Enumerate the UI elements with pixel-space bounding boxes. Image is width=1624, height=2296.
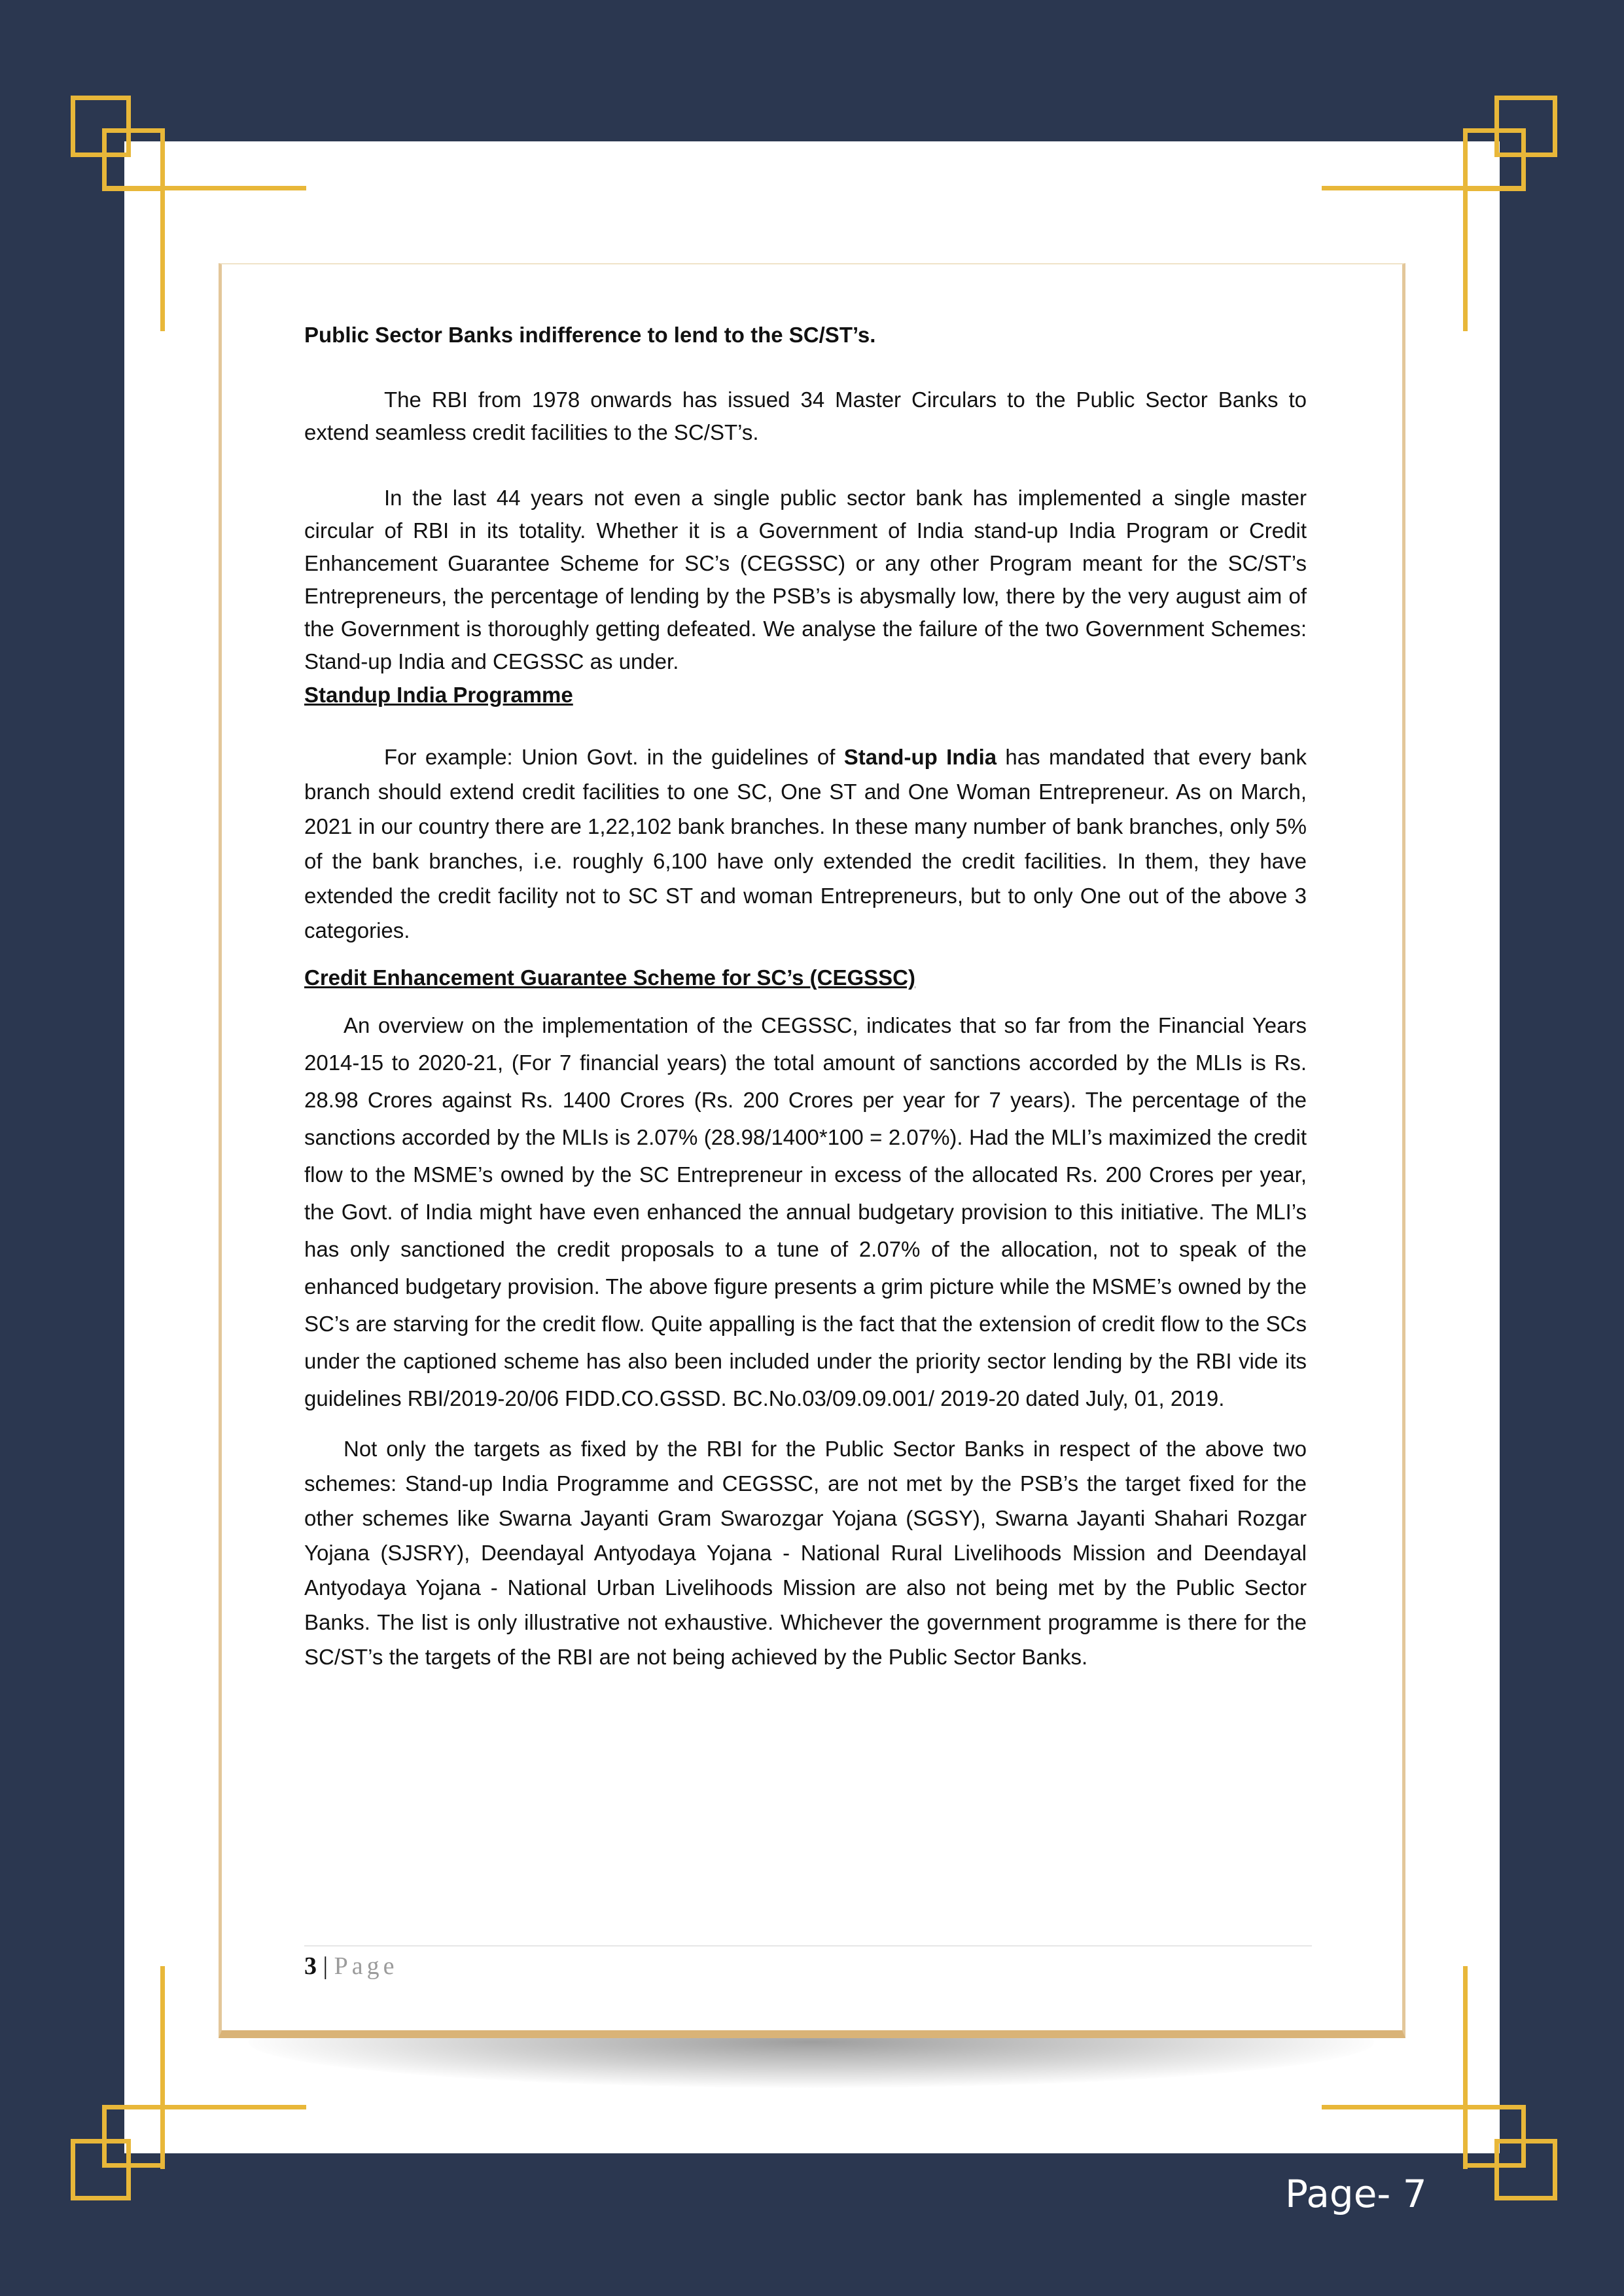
page-title: Public Sector Banks indifference to lend to the SC/ST’s. — [304, 323, 876, 347]
standup-para-prefix: For example: Union Govt. in the guidelines of — [384, 745, 844, 769]
intro-paragraph-2: In the last 44 years not even a single public sector bank has implemented a single master circular of RBI in its totality. Whether it is a Government of India stand-up India Program or Credit Enhancement Guarantee Scheme for SC’s (CEGSSC) or any other Program meant for the SC/ST’s Entrepreneurs, the percentage of lending by the PSB’s is abysmally low, there by the very august aim of the Government is thoroughly getting defeated. We analyse the failure of the two Government Schemes: Stand-up India and CEGSSC as under. — [304, 486, 1307, 673]
outer-page-label: Page- 7 — [1285, 2172, 1427, 2216]
intro-paragraph-1: The RBI from 1978 onwards has issued 34 Master Circulars to the Public Sector Banks to extend seamless credit facilities to the SC/ST’s. — [304, 387, 1307, 444]
standup-para-bold: Stand-up India — [843, 745, 997, 769]
footer-page-word: Page — [334, 1952, 398, 1980]
document-body — [304, 318, 1307, 1674]
document-page — [219, 263, 1405, 2038]
standup-heading: Standup India Programme — [304, 683, 573, 707]
footer-page-number: 3 — [304, 1952, 317, 1980]
cegssc-paragraph: An overview on the implementation of the CEGSSC, indicates that so far from the Financial Years 2014-15 to 2020-21, (For 7 financial years) the total amount of sanctions accorded by the MLIs is Rs. 28.98 Crores against Rs. 1400 Crores (Rs. 200 Crores per year for 7 years). The percentage of the sanctions accorded by the MLIs is 2.07% (28.98/1400*100 = 2.07%). Had the MLI’s maximized the credit flow to the MSME’s owned by the SC Entrepreneur in excess of the allocated Rs. 200 Crores per year, the Govt. of India might have even enhanced the annual budgetary provision to this initiative. The MLI’s has only sanctioned the credit proposals to a tune of 2.07% of the allocation, not to speak of the enhanced budgetary provision. The above figure presents a grim picture while the MSME’s owned by the SC’s are starving for the credit flow. Quite appalling is the fact that the extension of credit flow to the SCs under the captioned scheme has also been included under the priority sector lending by the RBI vide its guidelines RBI/2019-20/06 FIDD.CO.GSSD. BC.No.03/09.09.001/ 2019-20 dated July, 01, 2019. — [304, 1013, 1307, 1410]
page-footer — [304, 1945, 1312, 1981]
standup-paragraph — [304, 740, 1307, 948]
standup-para-suffix: has mandated that every bank branch should extend credit facilities to one SC, One ST and One Woman Entrepreneur. As on March, 2021 in our country there are 1,22,102 bank branches. In these many number of bank branches, only 5% of the bank branches, i.e. roughly 6,100 have only extended the credit facilities. In them, they have extended the credit facility not to SC ST and woman Entrepreneurs, but to only One out of the above 3 categories. — [304, 745, 1307, 942]
cegssc-heading: Credit Enhancement Guarantee Scheme for SC’s (CEGSSC) — [304, 965, 916, 990]
closing-paragraph: Not only the targets as fixed by the RBI for the Public Sector Banks in respect of the above two schemes: Stand-up India Programme and CEGSSC, are not met by the PSB’s the target fixed for the other schemes like Swarna Jayanti Gram Swarozgar Yojana (SGSY), Swarna Jayanti Shahari Rozgar Yojana (SJSRY), Deendayal Antyodaya Yojana - National Rural Livelihoods Mission and Deendayal Antyodaya Yojana - National Urban Livelihoods Mission are also not being met by the Public Sector Banks. The list is only illustrative not exhaustive. Whichever the government programme is there for the SC/ST’s the targets of the RBI are not being achieved by the Public Sector Banks. — [304, 1437, 1307, 1669]
footer-separator: | — [323, 1952, 328, 1980]
